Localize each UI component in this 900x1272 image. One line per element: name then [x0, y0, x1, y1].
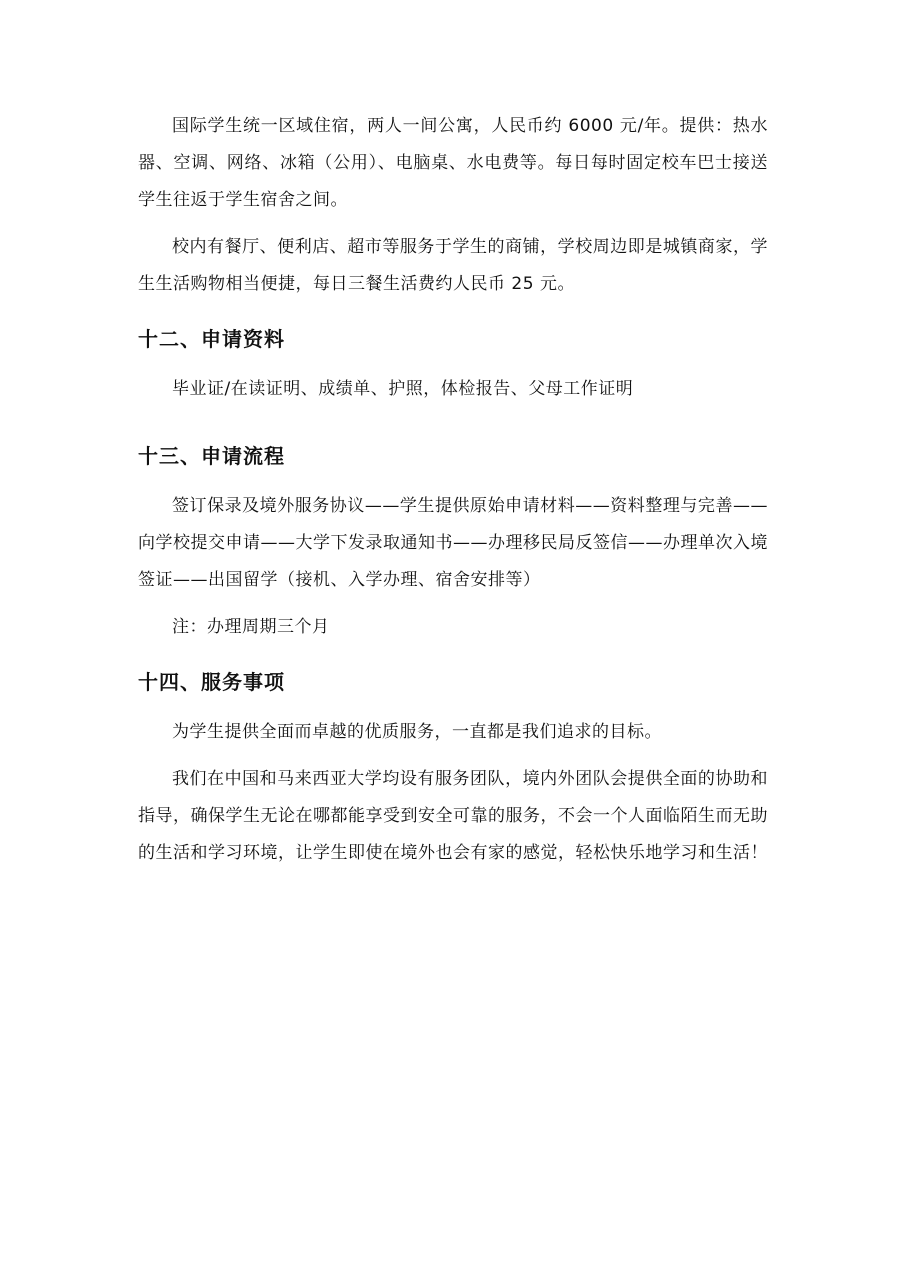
process-note-paragraph: 注：办理周期三个月: [172, 617, 330, 637]
dining-paragraph: 校内有餐厅、便利店、超市等服务于学生的商铺，学校周边即是城镇商家，学生生活购物相当便捷，每日三餐生活费约人民币 25 元。: [138, 237, 768, 294]
section-12-heading: 十二、申请资料: [138, 327, 285, 351]
service-team-paragraph: 我们在中国和马来西亚大学均设有服务团队，境内外团队会提供全面的协助和指导，确保学生无论在哪都能享受到安全可靠的服务，不会一个人面临陌生而无助的生活和学习环境，让学生即使在境外也会有家的感觉，轻松快乐地学习和生活！: [138, 769, 768, 863]
service-goal-paragraph: 为学生提供全面而卓越的优质服务，一直都是我们追求的目标。: [172, 722, 662, 742]
document-page: [138, 108, 768, 872]
section-14-heading: 十四、服务事项: [138, 670, 285, 694]
application-process-paragraph: 签订保录及境外服务协议——学生提供原始申请材料——资料整理与完善——向学校提交申请——大学下发录取通知书——办理移民局反签信——办理单次入境签证——出国留学（接机、入学办理、宿舍安排等）: [138, 496, 768, 590]
application-materials-paragraph: 毕业证/在读证明、成绩单、护照，体检报告、父母工作证明: [172, 379, 634, 399]
accommodation-paragraph: 国际学生统一区域住宿，两人一间公寓，人民币约 6000 元/年。提供：热水器、空调、网络、冰箱（公用）、电脑桌、水电费等。每日每时固定校车巴士接送学生往返于学生宿舍之间。: [138, 116, 768, 210]
section-13-heading: 十三、申请流程: [138, 444, 285, 468]
